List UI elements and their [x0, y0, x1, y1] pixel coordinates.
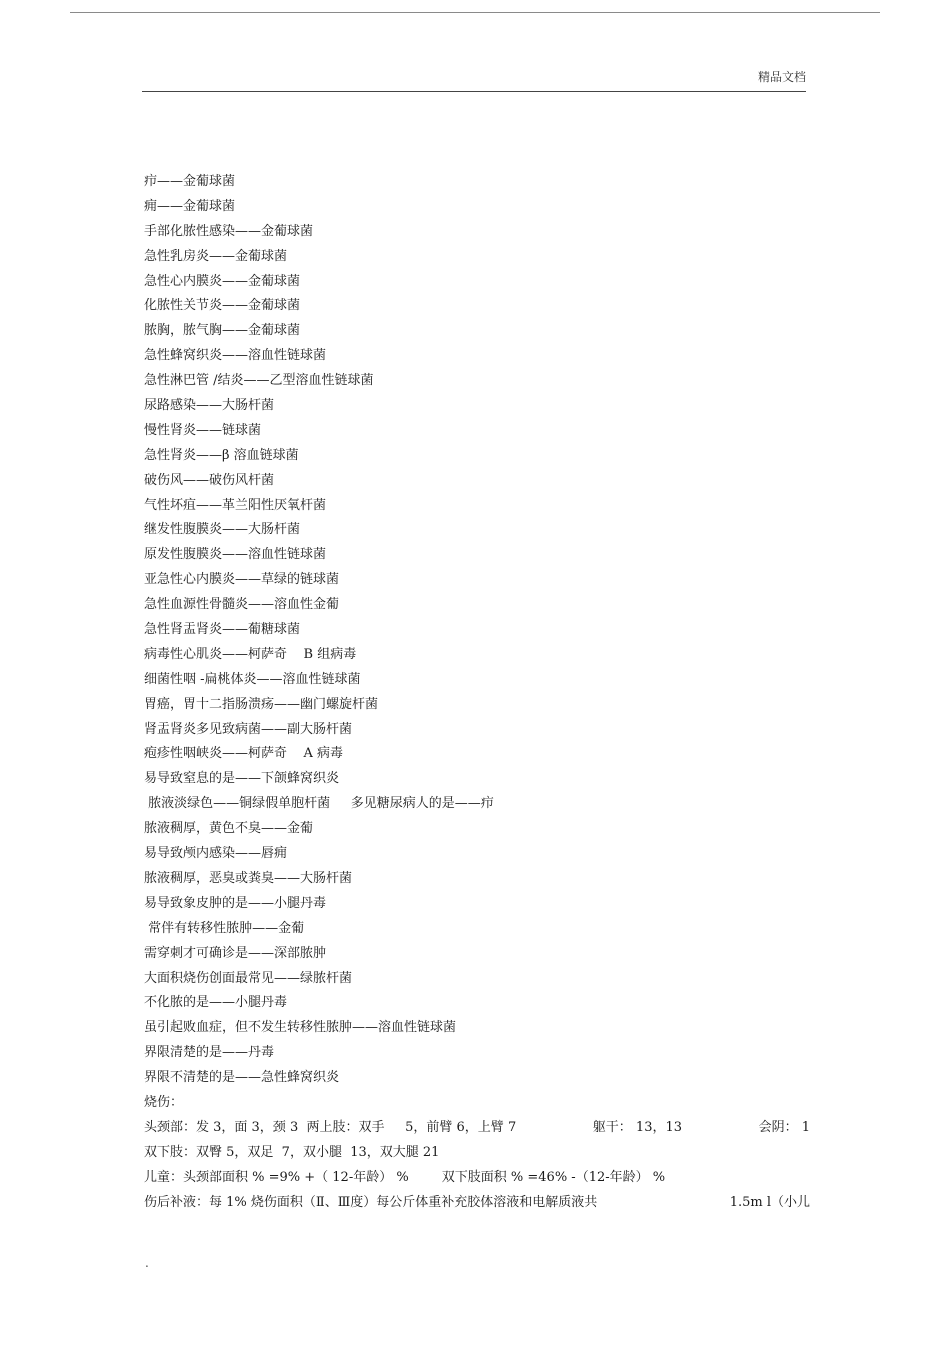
fluid-amount: 1.5m l（小儿 [729, 1194, 810, 1210]
text-line: 易导致象皮肿的是——小腿丹毒 [144, 895, 327, 911]
document-body [144, 170, 810, 1215]
text-line: 化脓性关节炎——金葡球菌 [144, 298, 301, 314]
text-line: 气性坏疽——革兰阳性厌氧杆菌 [144, 497, 327, 513]
text-line: 需穿刺才可确诊是——深部脓肿 [144, 945, 327, 961]
text-line: 破伤风——破伤风杆菌 [144, 472, 275, 488]
text-line: 易导致窒息的是——下颌蜂窝织炎 [144, 771, 340, 787]
text-line: 原发性腹膜炎——溶血性链球菌 [144, 547, 327, 563]
burn-area-child-line: 儿童：头颈部面积 % =9% +（ 12-年龄） % 双下肢面积 % =46% -（12-年龄） % [144, 1169, 666, 1185]
text-line: 尿路感染——大肠杆菌 [144, 398, 275, 414]
text-line: 细菌性咽 -扁桃体炎——溶血性链球菌 [144, 671, 361, 687]
text-line: 大面积烧伤创面最常见——绿脓杆菌 [144, 970, 353, 986]
text-line: 常伴有转移性脓肿——金葡 [144, 920, 305, 936]
text-line: 易导致颅内感染——唇痈 [144, 846, 288, 862]
text-line: 手部化脓性感染——金葡球菌 [144, 223, 314, 239]
text-line: 脓液淡绿色——铜绿假单胞杆菌 多见糖尿病人的是——疖 [144, 796, 494, 812]
text-line: 界限清楚的是——丹毒 [144, 1045, 275, 1061]
text-line: 胃癌，胃十二指肠溃疡——幽门螺旋杆菌 [144, 696, 379, 712]
text-line: 急性肾炎——β 溶血链球菌 [144, 447, 299, 463]
text-line: 亚急性心内膜炎——草绿的链球菌 [144, 572, 340, 588]
text-line: 不化脓的是——小腿丹毒 [144, 995, 288, 1011]
text-line: 继发性腹膜炎——大肠杆菌 [144, 522, 301, 538]
header-divider [142, 91, 806, 92]
burn-perineum: 会阴： 1 [758, 1119, 810, 1135]
page-top-border [70, 12, 880, 13]
text-line: 病毒性心肌炎——柯萨奇 B 组病毒 [144, 646, 357, 662]
text-line: 肾盂肾炎多见致病菌——副大肠杆菌 [144, 721, 353, 737]
section-heading-burns: 烧伤： [144, 1094, 184, 1110]
burn-head-limbs: 头颈部：发 3，面 3，颈 3 两上肢：双手 5，前臂 6，上臂 7 [144, 1119, 517, 1135]
text-line: 脓液稠厚，恶臭或粪臭——大肠杆菌 [144, 870, 353, 886]
text-line: 急性乳房炎——金葡球菌 [144, 248, 288, 264]
text-line: 脓液稠厚，黄色不臭——金葡 [144, 821, 314, 837]
text-line: 界限不清楚的是——急性蜂窝织炎 [144, 1070, 340, 1086]
fluid-replacement-line [144, 1191, 810, 1216]
text-line: 急性蜂窝织炎——溶血性链球菌 [144, 348, 327, 364]
text-line: 虽引起败血症，但不发生转移性脓肿——溶血性链球菌 [144, 1020, 457, 1036]
burn-area-lower-line: 双下肢：双臀 5，双足 7，双小腿 13，双大腿 21 [144, 1144, 440, 1160]
text-line: 脓胸，脓气胸——金葡球菌 [144, 323, 301, 339]
text-line: 痈——金葡球菌 [144, 198, 236, 214]
burn-trunk: 躯干： 13，13 [592, 1119, 683, 1135]
burn-area-head-line [144, 1116, 810, 1141]
text-line: 急性肾盂肾炎——葡糖球菌 [144, 622, 301, 638]
text-line: 急性心内膜炎——金葡球菌 [144, 273, 301, 289]
text-line: 疱疹性咽峡炎——柯萨奇 A 病毒 [144, 746, 344, 762]
text-line: 慢性肾炎——链球菌 [144, 422, 262, 438]
text-line: 疖——金葡球菌 [144, 174, 236, 189]
footer-mark: . [145, 1256, 149, 1270]
header-label: 精品文档 [757, 70, 806, 84]
text-line: 急性淋巴管 /结炎——乙型溶血性链球菌 [144, 373, 374, 389]
fluid-text: 伤后补液：每 1% 烧伤面积（Ⅱ、Ⅲ度）每公斤体重补充胶体溶液和电解质液共 [144, 1194, 598, 1210]
text-line: 急性血源性骨髓炎——溶血性金葡 [144, 597, 340, 613]
